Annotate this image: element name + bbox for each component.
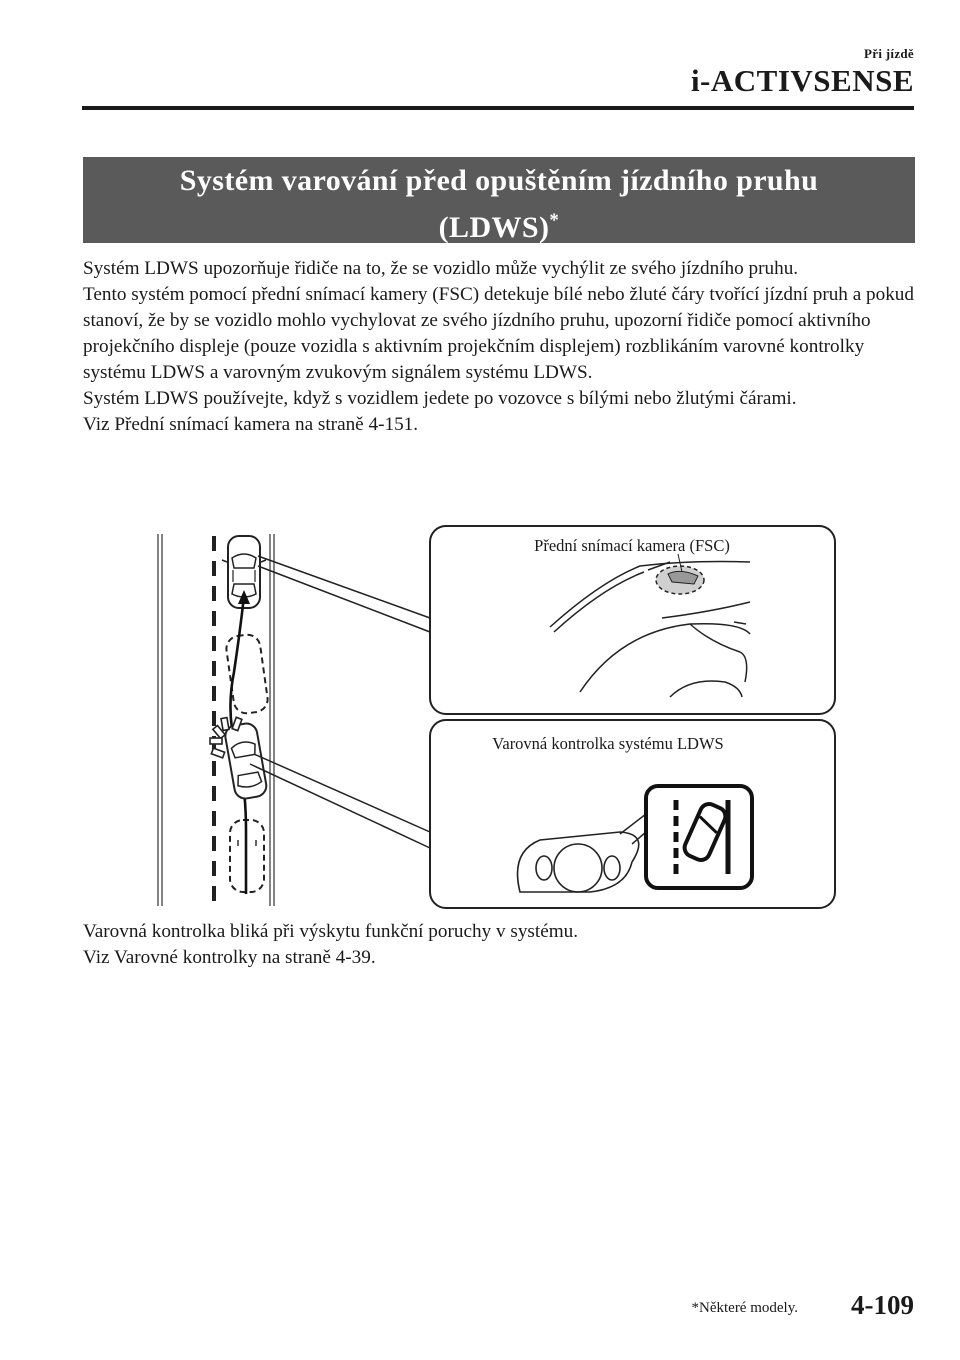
- intro-paragraph-2: Tento systém pomocí přední snímací kamery (FSC) detekuje bílé nebo žluté čáry tvořící jízdní pruh a pokud stanoví, že by se vozidlo mohlo vychylovat ze svého jízdního pruhu, upozorní řidiče pomocí aktivního projekčního displeje (pouze vozidla s aktivním projekčním displejem) rozblikáním varovné kontrolky systému LDWS a varovným zvukovým signálem systému LDWS.: [83, 284, 914, 383]
- outro-paragraph-2: Viz Varovné kontrolky na straně 4-39.: [83, 947, 376, 968]
- section-title: Při jízdě: [864, 46, 914, 61]
- outro-paragraph-1: Varovná kontrolka bliká při výskytu funkční poruchy v systému.: [83, 921, 579, 942]
- outro-text: [83, 919, 915, 971]
- intro-paragraph-4: Viz Přední snímací kamera na straně 4-151.: [83, 414, 419, 435]
- page-number: 4-109: [851, 1290, 914, 1320]
- footnote: *Některé modely.: [691, 1300, 798, 1316]
- heading-footnote-mark: *: [549, 210, 560, 231]
- warning-label: Varovná kontrolka systému LDWS: [492, 734, 724, 753]
- header-rule: [82, 106, 914, 110]
- chapter-title: i-ACTIVSENSE: [690, 63, 914, 98]
- heading-line-1: Systém varování před opuštěním jízdního pruhu: [179, 164, 819, 197]
- ldws-diagram: [150, 522, 840, 914]
- heading-abbrev: (LDWS): [438, 211, 550, 244]
- camera-label: Přední snímací kamera (FSC): [534, 536, 730, 555]
- intro-paragraph-1: Systém LDWS upozorňuje řidiče na to, že se vozidlo může vychýlit ze svého jízdního pruhu.: [83, 258, 799, 279]
- car-warning-icon: [224, 722, 268, 800]
- intro-text: [83, 256, 915, 438]
- intro-paragraph-3: Systém LDWS používejte, když s vozidlem jedete po vozovce s bílými nebo žlutými čárami.: [83, 388, 797, 409]
- heading-line-2: [83, 201, 915, 248]
- section-heading-box: [83, 157, 915, 243]
